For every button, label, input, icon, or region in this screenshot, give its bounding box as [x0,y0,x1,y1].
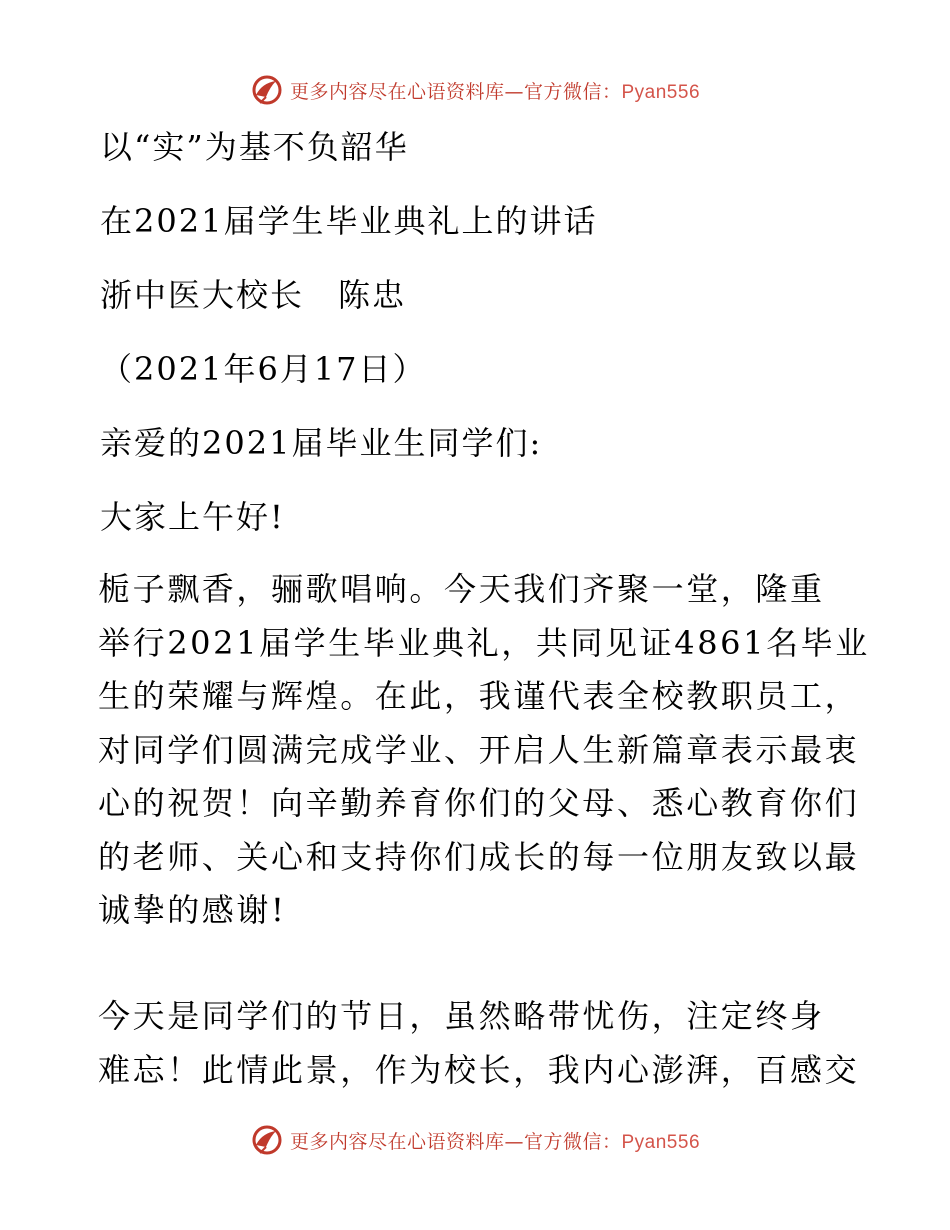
paragraph-2 [98,990,858,1097]
paragraph-2-line: 今天是同学们的节日，虽然略带忧伤，注定终身 [98,997,825,1035]
speech-subtitle: 在2021届学生毕业典礼上的讲话 [100,202,598,240]
paragraph-1-line: 的老师、关心和支持你们成长的每一位朋友致以最 [98,837,860,876]
banner-text: 更多内容尽在心语资料库—官方微信：Pyan556 [289,80,701,103]
header-watermark-banner [0,70,950,110]
banner-text: 更多内容尽在心语资料库—官方微信：Pyan556 [289,1130,701,1153]
paragraph-1-line: 心的祝贺！向辛勤养育你们的父母、悉心教育你们 [98,784,860,822]
paragraph-1-line: 生的荣耀与辉煌。在此，我谨代表全校教职员工， [98,677,860,715]
pen-logo-icon [250,73,284,107]
speaker-line: 浙中医大校长 陈忠 [100,276,407,314]
pen-logo-icon [250,1123,284,1157]
paragraph-1-line: 举行2021届学生毕业典礼，共同见证4861名毕业 [98,623,870,662]
salutation: 亲爱的2021届毕业生同学们: [100,424,543,462]
paragraph-1-line: 对同学们圆满完成学业、开启人生新篇章表示最衷 [98,730,860,769]
speech-date: （2021年6月17日） [100,350,427,388]
speech-title: 以“实”为基不负韶华 [100,128,409,166]
paragraph-2-line: 难忘！此情此景，作为校长，我内心澎湃，百感交 [98,1050,860,1089]
greeting: 大家上午好! [100,498,285,536]
paragraph-1-line: 诚挚的感谢! [98,891,287,929]
paragraph-1 [98,563,870,938]
paragraph-1-line: 栀子飘香，骊歌唱响。今天我们齐聚一堂，隆重 [98,570,825,608]
footer-watermark-banner [0,1120,950,1160]
